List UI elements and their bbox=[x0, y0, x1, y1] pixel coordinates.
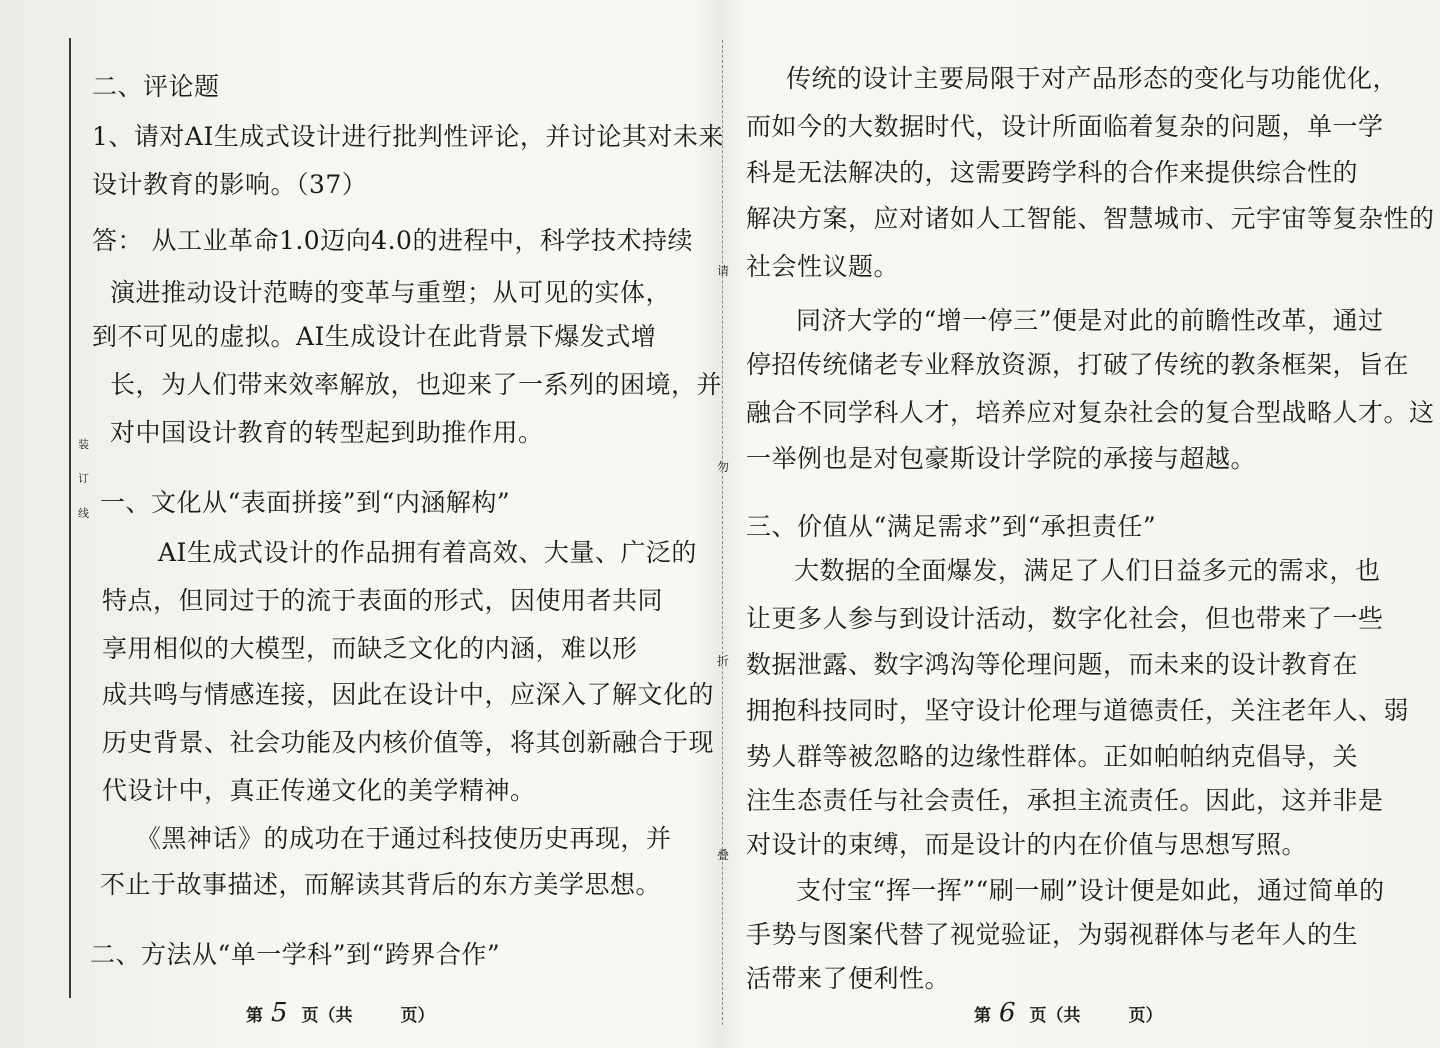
answer-line: 到不可见的虚拟。AI生成设计在此背景下爆发式增 bbox=[92, 322, 657, 351]
subheading-value: 三、价值从“满足需求”到“承担责任” bbox=[746, 512, 1157, 541]
answer-line: 对中国设计教育的转型起到助推作用。 bbox=[110, 418, 544, 447]
answer-line: 势人群等被忽略的边缘性群体。正如帕帕纳克倡导，关 bbox=[746, 742, 1359, 771]
fold-label-zhe: 折 bbox=[716, 654, 729, 668]
answer-line: 不止于故事描述，而解读其背后的东方美学思想。 bbox=[100, 870, 662, 899]
footer-suffix: 页） bbox=[1128, 1006, 1163, 1026]
answer-line: 让更多人参与到设计活动，数字化社会，但也带来了一些 bbox=[746, 604, 1384, 633]
answer-line: 演进推动设计范畴的变革与重塑；从可见的实体， bbox=[110, 278, 672, 307]
binding-label-zhuang: 装 bbox=[78, 438, 89, 451]
answer-line: 数据泄露、数字鸿沟等伦理问题，而未来的设计教育在 bbox=[746, 650, 1359, 679]
footer-mid: 页（共 bbox=[1029, 1006, 1081, 1026]
answer-line: 停招传统储老专业释放资源，打破了传统的教条框架，旨在 bbox=[746, 350, 1410, 379]
page-number: 5 bbox=[271, 998, 288, 1028]
answer-line: 代设计中，真正传递文化的美学精神。 bbox=[102, 776, 536, 805]
answer-line: 同济大学的“增一停三”便是对此的前瞻性改革，通过 bbox=[796, 306, 1384, 335]
answer-line: 享用相似的大模型，而缺乏文化的内涵，难以形 bbox=[102, 634, 638, 663]
answer-line: 手势与图案代替了视觉验证，为弱视群体与老年人的生 bbox=[746, 920, 1359, 949]
answer-line: 注生态责任与社会责任，承担主流责任。因此，这并非是 bbox=[746, 786, 1384, 815]
fold-label-wu: 勿 bbox=[716, 460, 729, 474]
answer-line: 拥抱科技同时，坚守设计伦理与道德责任，关注老年人、弱 bbox=[746, 696, 1410, 725]
answer-line: 一举例也是对包豪斯设计学院的承接与超越。 bbox=[746, 444, 1257, 473]
answer-line: 而如今的大数据时代，设计所面临着复杂的问题，单一学 bbox=[746, 112, 1384, 141]
subheading-method: 二、方法从“单一学科”到“跨界合作” bbox=[90, 940, 501, 969]
answer-line: 社会性议题。 bbox=[746, 252, 900, 281]
page-footer-right bbox=[974, 998, 1163, 1028]
answer-line: 答： 从工业革命1.0迈向4.0的进程中，科学技术持续 bbox=[92, 226, 693, 255]
answer-line: 历史背景、社会功能及内核价值等，将其创新融合于现 bbox=[102, 728, 715, 757]
section-heading-review: 二、评论题 bbox=[92, 72, 220, 101]
footer-mid: 页（共 bbox=[301, 1006, 353, 1026]
question-line: 设计教育的影响。（37） bbox=[92, 170, 368, 199]
fold-label-die: 叠 bbox=[716, 848, 729, 862]
binding-margin-line bbox=[69, 38, 71, 998]
footer-prefix: 第 bbox=[974, 1006, 991, 1026]
answer-line: 成共鸣与情感连接，因此在设计中，应深入了解文化的 bbox=[102, 680, 715, 709]
answer-line: 科是无法解决的，这需要跨学科的合作来提供综合性的 bbox=[746, 158, 1359, 187]
page-number: 6 bbox=[999, 998, 1016, 1028]
center-fold-line bbox=[722, 40, 723, 1025]
answer-line: AI生成式设计的作品拥有着高效、大量、广泛的 bbox=[158, 538, 697, 567]
answer-line: 对设计的束缚，而是设计的内在价值与思想写照。 bbox=[746, 830, 1308, 859]
answer-line: 特点，但同过于的流于表面的形式，因使用者共同 bbox=[102, 586, 664, 615]
fold-label-qing: 请 bbox=[716, 264, 729, 278]
footer-suffix: 页） bbox=[400, 1006, 435, 1026]
answer-line: 支付宝“挥一挥”“刷一刷”设计便是如此，通过简单的 bbox=[796, 876, 1385, 905]
answer-line: 传统的设计主要局限于对产品形态的变化与功能优化， bbox=[786, 64, 1399, 93]
answer-line: 活带来了便利性。 bbox=[746, 964, 951, 993]
subheading-culture: 一、文化从“表面拼接”到“内涵解构” bbox=[100, 488, 511, 517]
question-line: 1、请对AI生成式设计进行批判性评论，并讨论其对未来 bbox=[92, 122, 724, 151]
answer-line: 大数据的全面爆发，满足了人们日益多元的需求，也 bbox=[794, 556, 1381, 585]
page-footer-left bbox=[246, 998, 435, 1028]
footer-prefix: 第 bbox=[246, 1006, 263, 1026]
answer-line: 《黑神话》的成功在于通过科技使历史再现，并 bbox=[136, 824, 672, 853]
binding-label-xian: 线 bbox=[78, 507, 89, 520]
answer-line: 长，为人们带来效率解放，也迎来了一系列的困境，并 bbox=[110, 370, 723, 399]
binding-label-ding: 订 bbox=[78, 472, 89, 485]
answer-line: 解决方案，应对诸如人工智能、智慧城市、元宇宙等复杂性的 bbox=[746, 204, 1435, 233]
answer-line: 融合不同学科人才，培养应对复杂社会的复合型战略人才。这 bbox=[746, 398, 1435, 427]
